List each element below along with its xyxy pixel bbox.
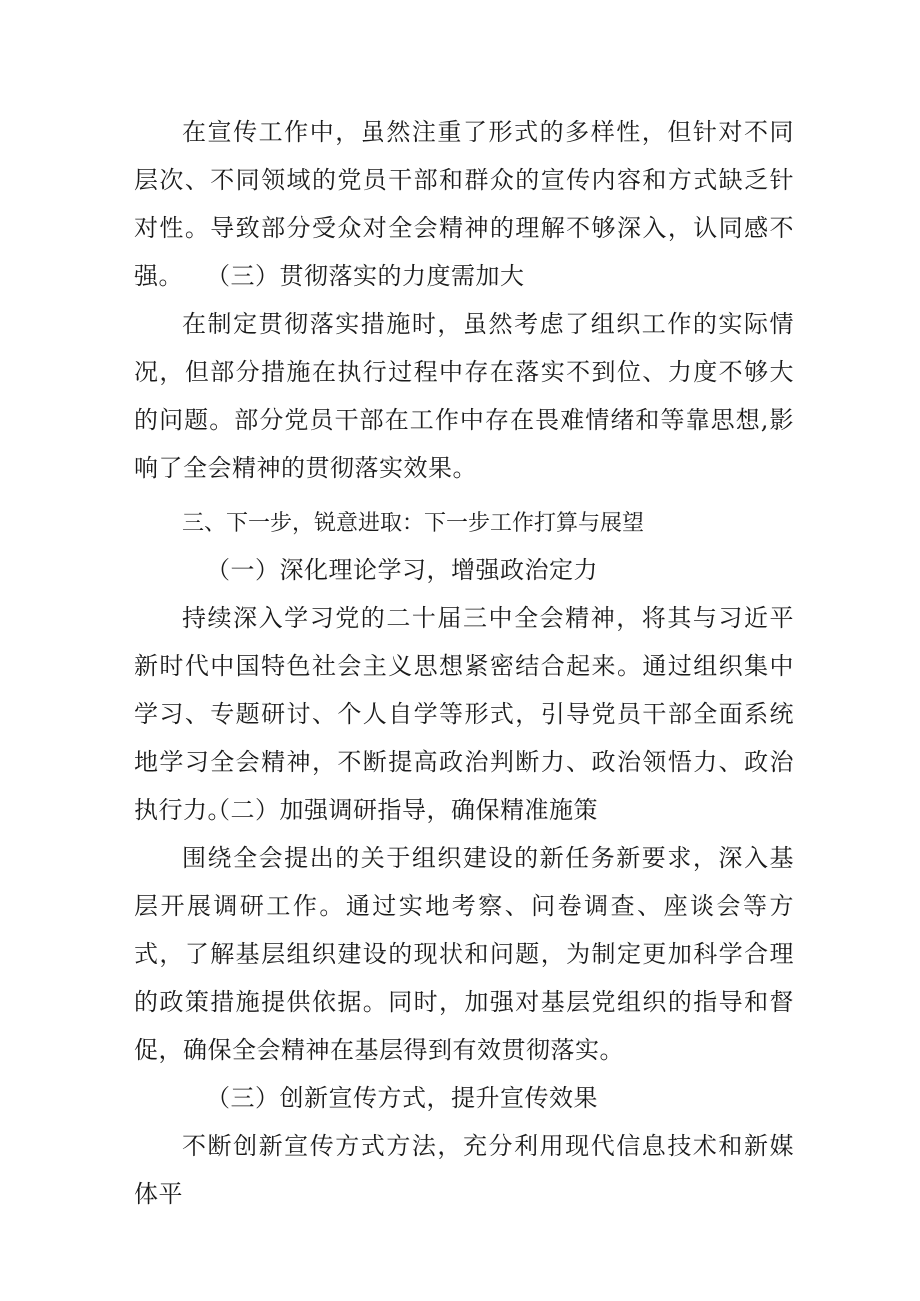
paragraph-innovate-publicity: 不断创新宣传方式方法，充分利用现代信息技术和新媒体平 [134,1132,794,1208]
subheading-theory-study: （一）深化理论学习，增强政治定力 [206,556,598,584]
subheading-innovate-publicity: （三）创新宣传方式，提升宣传效果 [206,1084,598,1112]
subheading-research-guidance: （二）加强调研指导，确保精准施策 [206,796,598,824]
paragraph-theory-study: 持续深入学习党的二十届三中全会精神，将其与习近平新时代中国特色社会主义思想紧密结合起来。通过组织集中学习、专题研讨、个人自学等形式，引导党员干部全面系统地学习全会精神，不断提高政治判断力、政治领悟力、政治执行力。 [134,604,794,824]
subheading-implementation-strength: （三）贯彻落实的力度需加大 [206,262,525,290]
paragraph-propaganda-issue: 在宣传工作中，虽然注重了形式的多样性，但针对不同层次、不同领域的党员干部和群众的宣传内容和方式缺乏针对性。导致部分受众对全会精神的理解不够深入，认同感不强。 [134,118,794,290]
paragraph-research-guidance: 围绕全会提出的关于组织建设的新任务新要求，深入基层开展调研工作。通过实地考察、问卷调查、座谈会等方式，了解基层组织建设的现状和问题，为制定更加科学合理的政策措施提供依据。同时，加强对基层党组织的指导和督促，确保全会精神在基层得到有效贯彻落实。 [134,844,794,1064]
paragraph-implementation-issue: 在制定贯彻落实措施时，虽然考虑了组织工作的实际情况，但部分措施在执行过程中存在落实不到位、力度不够大的问题。部分党员干部在工作中存在畏难情绪和等靠思想,影响了全会精神的贯彻落实效果。 [134,310,794,482]
section-heading-next-steps: 三、下一步，锐意进取：下一步工作打算与展望 [182,511,645,536]
